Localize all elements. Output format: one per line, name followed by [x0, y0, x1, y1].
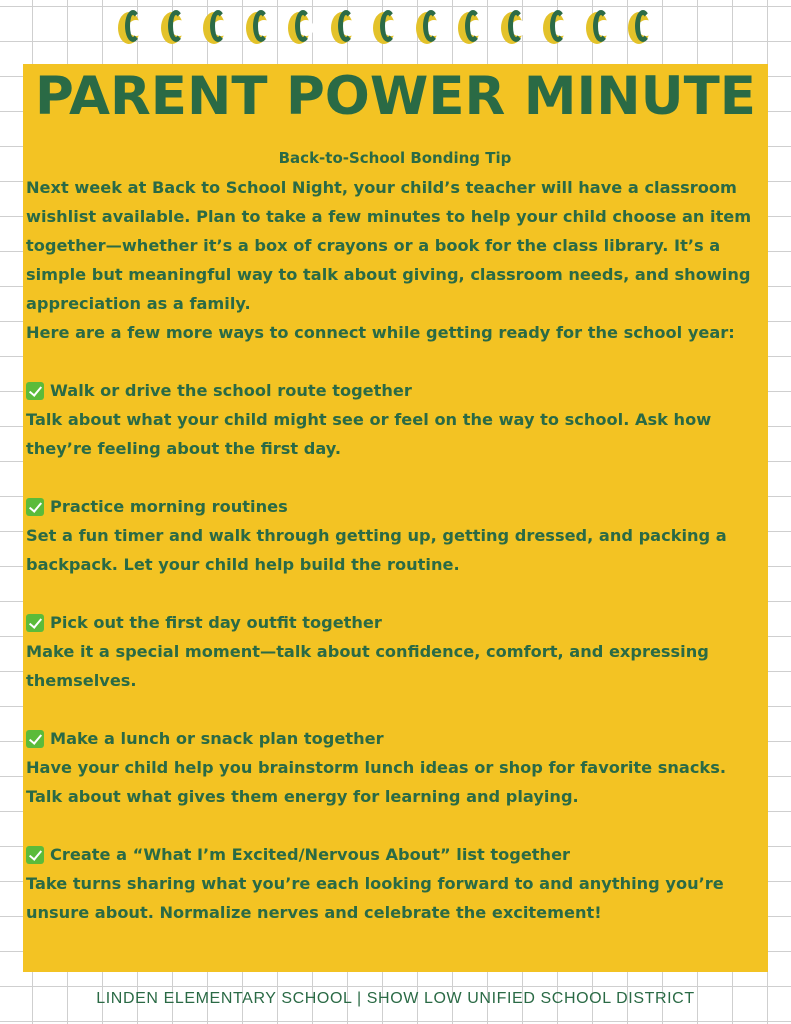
binding-ring-icon [501, 10, 527, 48]
binding-ring-icon [628, 10, 654, 48]
binding-ring-icon [416, 10, 442, 48]
tip-heading: Pick out the first day outfit together [50, 613, 382, 632]
binding-ring-icon [543, 10, 569, 48]
check-mark-icon [26, 498, 44, 516]
tip-heading: Create a “What I’m Excited/Nervous About” list together [50, 845, 571, 864]
tip-heading: Practice morning routines [50, 497, 288, 516]
tip-text: Take turns sharing what you’re each looking forward to and anything you’re unsure about. Normalize nerves and celebrate the excitement! [26, 874, 724, 922]
tip-text: Make it a special moment—talk about confidence, comfort, and expressing themselves. [26, 642, 709, 690]
footer-school-name: LINDEN ELEMENTARY SCHOOL | SHOW LOW UNIFIED SCHOOL DISTRICT [96, 990, 695, 1007]
page-title: PARENT POWER MINUTE [34, 66, 756, 127]
tip-heading: Walk or drive the school route together [50, 381, 412, 400]
tip-item [26, 840, 764, 927]
intro-paragraph: Next week at Back to School Night, your child’s teacher will have a classroom wishlist available. Plan to take a few minutes to help your child choose an item together—whether it’s a box of crayons or a book for the class library. It’s a simple but meaningful way to talk about giving, classroom needs, and showing appreciation as a family. [26, 178, 752, 313]
binding-ring-icon [118, 10, 144, 48]
tip-text: Set a fun timer and walk through getting up, getting dressed, and packing a backpack. Let your child help build the routine. [26, 526, 727, 574]
check-mark-icon [26, 614, 44, 632]
binding-ring-icon [331, 10, 357, 48]
tip-heading: Make a lunch or snack plan together [50, 729, 384, 748]
check-mark-icon [26, 846, 44, 864]
tip-item [26, 376, 764, 463]
notepad-card [23, 64, 768, 972]
tip-item [26, 608, 764, 695]
binding-ring-icon [246, 10, 272, 48]
binding-ring-icon [288, 10, 314, 48]
tip-item [26, 492, 764, 579]
subtitle: Back-to-School Bonding Tip [278, 149, 512, 167]
tip-text: Talk about what your child might see or feel on the way to school. Ask how they’re feeling about the first day. [26, 410, 712, 458]
binding-ring-icon [586, 10, 612, 48]
binding-ring-icon [373, 10, 399, 48]
check-mark-icon [26, 730, 44, 748]
check-mark-icon [26, 382, 44, 400]
tip-item [26, 724, 764, 811]
binding-ring-icon [161, 10, 187, 48]
tip-text: Have your child help you brainstorm lunch ideas or shop for favorite snacks. Talk about what gives them energy for learning and playing. [26, 758, 726, 806]
tip-content [26, 144, 764, 927]
binding-ring-icon [203, 10, 229, 48]
intro-lead-in: Here are a few more ways to connect while getting ready for the school year: [26, 323, 735, 342]
binding-ring-icon [458, 10, 484, 48]
spiral-binding [118, 10, 678, 50]
